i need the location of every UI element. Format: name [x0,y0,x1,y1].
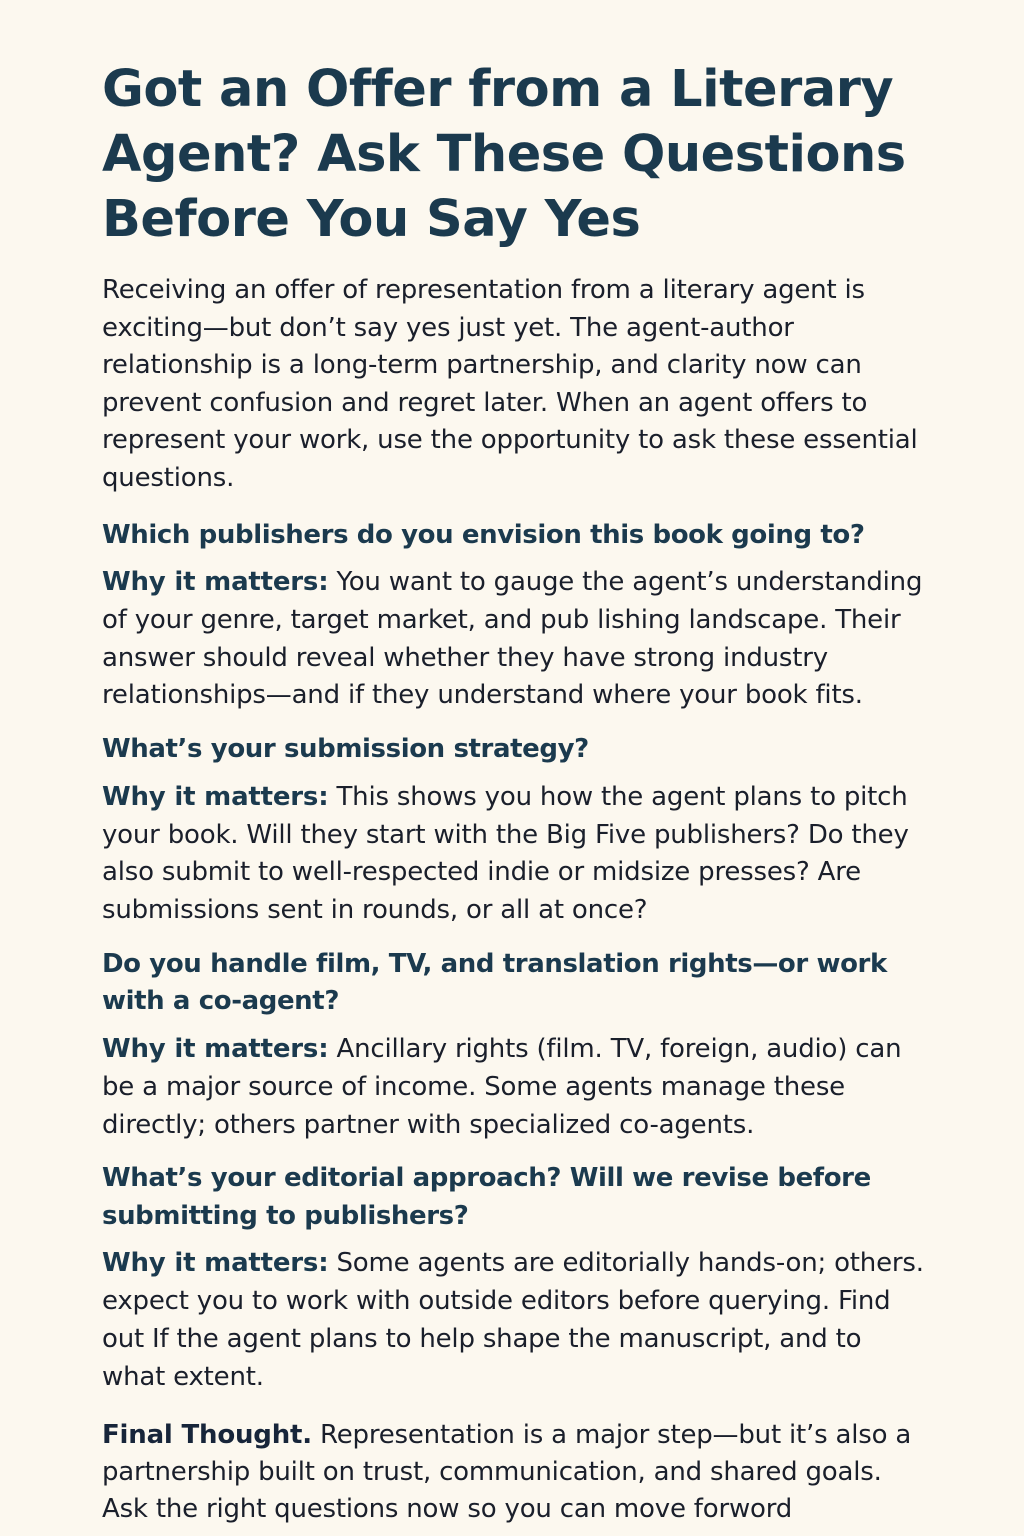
question-section-editorial [102,1160,928,1396]
answer-paragraph [102,779,928,930]
question-heading: Do you handle film, TV, and translation rights—or work with a co-agent? [102,948,887,1017]
why-it-matters-label: Why it matters: [102,781,329,812]
final-thought-paragraph [102,1417,928,1529]
final-thought-text: Representation is a major step—but it’s also a partnership built on trust, communication, and shared goals. Ask the right questions now so you can move forword [102,1419,912,1525]
intro-paragraph: Receiving an offer of representation from a literary agent is exciting—but don’t say yes just yet. The agent-author relationship is a long-term partnership, and clarity now can prevent confusion and regret later. When an agent offers to represent your work, use the opportunity to ask these essential questions. [102,275,918,493]
question-heading: What’s your editorial approach? Will we revise before submitting to publishers? [102,1163,871,1231]
question-heading: Which publishers do you envision this book going to? [102,519,865,550]
question-section-rights [102,946,928,1144]
why-it-matters-label: Why it matters: [102,1033,329,1064]
question-section-strategy [102,731,928,930]
article-title: Got an Offer from a Literary Agent? Ask These Questions Before You Say Yes [102,60,906,249]
answer-text: Ancillary rights (film. TV, foreign, audio) can be a major source of income. Some agents manage these directly; others partner with specialized co-agents. [102,1033,902,1140]
answer-paragraph [102,1031,928,1144]
question-heading: What’s your submission strategy? [102,734,589,765]
why-it-matters-label: Why it matters: [102,1248,329,1279]
answer-paragraph [102,564,928,715]
why-it-matters-label: Why it matters: [102,567,329,598]
answer-text: Some agents are editorially hands-on; others. expect you to work with outside editors before querying. Find out If the agent plans to help shape the manuscript, and to what extent. [102,1248,924,1392]
question-section-publishers [102,517,928,716]
final-thought-label: Final Thought. [102,1419,312,1450]
answer-text: This shows you how the agent plans to pitch your book. Will they start with the Big Five publishers? Do they also submit to well-respected indie or midsize presses? Are submissions sent in rounds, or all at once? [102,781,909,926]
answer-paragraph [102,1245,928,1396]
answer-text: You want to gauge the agent’s understanding of your genre, target market, and pub lishing landscape. Their answer should reveal whether they have strong industry relationships—and if they understand where your book fits. [102,567,923,711]
